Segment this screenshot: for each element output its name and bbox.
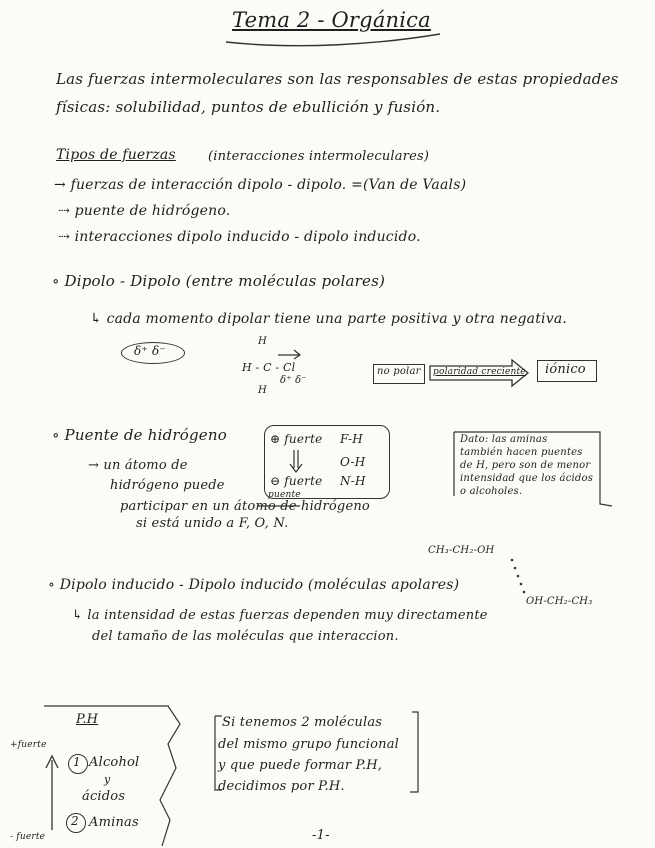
molecule-bottom-h: H bbox=[258, 385, 267, 396]
molecule-middle: H - C - Cl bbox=[242, 361, 296, 374]
bond-fh: F-H bbox=[340, 432, 363, 446]
intro-line-2: físicas: solubilidad, puntos de ebullición y fusión. bbox=[56, 98, 441, 116]
ethanol-top: CH₃-CH₂-OH bbox=[428, 545, 495, 556]
item1-y: y bbox=[104, 773, 111, 786]
types-heading: Tipos de fuerzas bbox=[56, 147, 176, 163]
puente-heading: ∘ Puente de hidrógeno bbox=[52, 426, 227, 444]
puente-line-4: si está unido a F, O, N. bbox=[136, 516, 289, 531]
molecule-charges: δ⁺ δ⁻ bbox=[280, 375, 307, 386]
ph-title: P.H bbox=[76, 712, 99, 727]
ionico-label: iónico bbox=[545, 362, 586, 377]
note-line-5: o alcoholes. bbox=[460, 486, 523, 497]
types-item-1: → fuerzas de interacción dipolo - dipolo. =(Van de Vaals) bbox=[54, 177, 467, 193]
page-title: Tema 2 - Orgánica bbox=[232, 8, 431, 32]
note-line-4: intensidad que los ácidos bbox=[460, 473, 594, 484]
types-heading-note: (interacciones intermoleculares) bbox=[208, 149, 430, 164]
puente-line-1: → un átomo de bbox=[88, 458, 188, 473]
bond-oh: O-H bbox=[340, 455, 366, 469]
dipolo-sub: ↳ cada momento dipolar tiene una parte positiva y otra negativa. bbox=[90, 311, 568, 327]
inducido-heading: ∘ Dipolo inducido - Dipolo inducido (moléculas apolares) bbox=[48, 577, 460, 593]
puente-line-2: hidrógeno puede bbox=[110, 478, 225, 493]
note-line-3: de H, pero son de menor bbox=[460, 460, 591, 471]
inducido-line-1: ↳ la intensidad de estas fuerzas dependen muy directamente bbox=[72, 608, 488, 623]
inducido-line-2: del tamaño de las moléculas que interaccion. bbox=[92, 629, 399, 644]
polarity-arrow-label: polaridad creciente bbox=[433, 367, 526, 377]
item1-num: 1 bbox=[73, 755, 81, 769]
ph-bottom-label: - fuerte bbox=[10, 832, 46, 842]
molecule-top-h: H bbox=[258, 336, 267, 347]
item2-label: Aminas bbox=[89, 815, 139, 830]
types-item-3: ⇢ interacciones dipolo inducido - dipolo inducido. bbox=[58, 229, 421, 245]
dipolo-heading: ∘ Dipolo - Dipolo (entre moléculas polares) bbox=[52, 272, 386, 290]
nopolar-label: no polar bbox=[377, 366, 421, 377]
ethanol-bottom: OH-CH₂-CH₃ bbox=[526, 596, 593, 607]
page-number: -1- bbox=[312, 828, 330, 843]
intro-line-1: Las fuerzas intermoleculares son las responsables de estas propiedades bbox=[56, 70, 619, 88]
bond-nh: N-H bbox=[340, 474, 366, 488]
bracket-line-3: y que puede formar P.H, bbox=[218, 758, 383, 773]
note-line-1: Dato: las aminas bbox=[460, 434, 548, 445]
item1-b: ácidos bbox=[82, 789, 126, 804]
types-item-2: ⇢ puente de hidrógeno. bbox=[58, 203, 231, 219]
strength-weak: ⊖ fuerte bbox=[270, 474, 323, 488]
strength-strong: ⊕ fuerte bbox=[270, 432, 323, 446]
puente-line-3: participar en un átomo de hidrógeno bbox=[120, 499, 370, 514]
bracket-line-4: decidimos por P.H. bbox=[218, 779, 345, 794]
item2-num: 2 bbox=[71, 814, 79, 828]
ph-top-label: +fuerte bbox=[10, 740, 47, 750]
delta-label: δ⁺ δ⁻ bbox=[134, 344, 166, 358]
puente-correction: puente bbox=[268, 490, 301, 500]
bracket-line-2: del mismo grupo funcional bbox=[218, 737, 400, 752]
bracket-line-1: Si tenemos 2 moléculas bbox=[222, 715, 383, 730]
note-line-2: también hacen puentes bbox=[460, 447, 583, 458]
item1-label: Alcohol bbox=[89, 755, 140, 770]
